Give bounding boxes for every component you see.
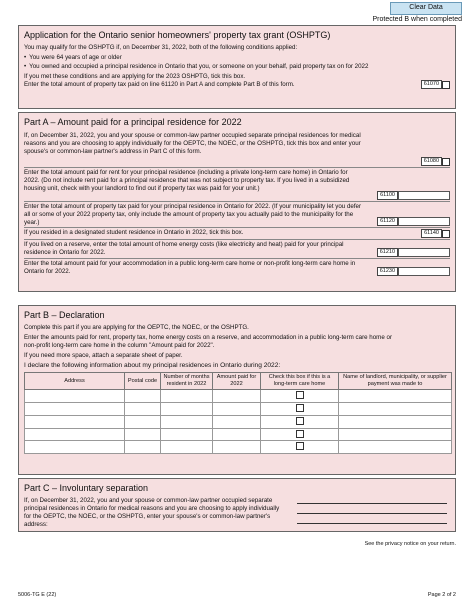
part-a-section — [18, 112, 456, 292]
ltc-cell — [261, 428, 339, 441]
part-a-row — [24, 239, 450, 258]
amount-cell[interactable] — [213, 441, 261, 454]
part-b-title: Part B – Declaration — [24, 310, 105, 320]
rent-amount-field[interactable] — [398, 191, 450, 200]
ltc-checkbox[interactable] — [296, 442, 304, 450]
months-cell[interactable] — [161, 403, 213, 416]
row-text: Enter the total amount paid for your accommodation in a public long-term care home or non-profit long-term care home in Ontario for 2022. — [24, 260, 356, 275]
postal-cell[interactable] — [125, 441, 161, 454]
part-a-row — [24, 201, 450, 227]
col-address: Address — [25, 373, 125, 390]
line-code: 61120 — [377, 217, 398, 226]
part-a-title: Part A – Amount paid for a principal residence for 2022 — [24, 117, 242, 127]
amount-cell[interactable] — [213, 415, 261, 428]
line-code: 61230 — [377, 267, 398, 276]
part-b-section — [18, 305, 456, 475]
row-text: If you lived on a reserve, enter the total amount of home energy costs (like electricity and heat) paid for your principal residence in Ontario for 2022. — [24, 241, 344, 256]
postal-cell[interactable] — [125, 403, 161, 416]
protected-label: Protected B when completed — [372, 15, 462, 23]
amount-cell[interactable] — [213, 390, 261, 403]
page-number: Page 2 of 2 — [427, 592, 456, 598]
form-number: 5006-TG E (22) — [18, 592, 57, 598]
top-bar — [352, 2, 462, 25]
part-b-p3: If you need more space, attach a separate sheet of paper. — [24, 351, 183, 359]
address-cell[interactable] — [25, 428, 125, 441]
postal-cell[interactable] — [125, 428, 161, 441]
oshptg-line2: Enter the total amount of property tax paid on line 61120 in Part A and complete Part B of this form. — [24, 80, 295, 88]
part-a-row — [24, 167, 450, 201]
part-b-p1: Complete this part if you are applying for the OEPTC, the NOEC, or the OSHPTG. — [24, 324, 249, 332]
line-code: 61100 — [377, 191, 398, 200]
postal-cell[interactable] — [125, 415, 161, 428]
months-cell[interactable] — [161, 441, 213, 454]
address-cell[interactable] — [25, 415, 125, 428]
months-cell[interactable] — [161, 428, 213, 441]
part-c-section — [18, 478, 456, 532]
months-cell[interactable] — [161, 415, 213, 428]
landlord-cell[interactable] — [339, 428, 452, 441]
col-landlord: Name of landlord, municipality, or supplier payment was made to — [339, 373, 452, 390]
line-code: 61080 — [421, 157, 442, 166]
privacy-notice: See the privacy notice on your return. — [364, 541, 456, 547]
address-cell[interactable] — [25, 403, 125, 416]
postal-cell[interactable] — [125, 390, 161, 403]
spouse-address-line[interactable] — [297, 523, 447, 524]
landlord-cell[interactable] — [339, 390, 452, 403]
spouse-address-line[interactable] — [297, 503, 447, 504]
separate-residence-checkbox[interactable] — [442, 158, 450, 166]
amount-cell[interactable] — [213, 403, 261, 416]
oshptg-line2-row — [24, 80, 450, 89]
row-text: Enter the total amount paid for rent for your principal residence (including a private long-term care home) in Ontario for 2022. (Do not include rent paid for a principal residence that was not subject to property tax. If you lived in a subsidized housing unit, check with your landlord to find out if property tax was paid for your unit.) — [24, 169, 350, 192]
property-tax-amount-field[interactable] — [398, 217, 450, 226]
oshptg-text: You may qualify for the OSHPTG if, on December 31, 2022, both of the following conditions applied: — [24, 44, 298, 52]
ltc-checkbox[interactable] — [296, 391, 304, 399]
col-postal-code: Postal code — [125, 373, 161, 390]
energy-costs-amount-field[interactable] — [398, 248, 450, 257]
landlord-cell[interactable] — [339, 403, 452, 416]
table-row — [25, 390, 452, 403]
bullet-item: • You were 64 years of age or older — [24, 54, 122, 61]
part-b-declare: I declare the following information about my principal residences in Ontario during 2022: — [24, 362, 281, 370]
table-row — [25, 428, 452, 441]
student-residence-checkbox[interactable] — [442, 230, 450, 238]
row-text: Enter the total amount of property tax paid for your principal residence in Ontario for 2022. (If your municipality let you defer all or some of your 2022 property tax, only include the amount of property tax you actually paid to the municipality for the year.) — [24, 203, 362, 226]
part-b-p2: Enter the amounts paid for rent, property tax, home energy costs on a reserve, and accommodation in a public long-term care home or non-profit long-term care home in the column "Amount paid for 2022". — [24, 334, 393, 349]
col-months: Number of months resident in 2022 — [161, 373, 213, 390]
ltc-cell — [261, 441, 339, 454]
ltc-cell — [261, 415, 339, 428]
row-text: If you resided in a designated student residence in Ontario in 2022, tick this box. — [24, 229, 244, 237]
address-cell[interactable] — [25, 441, 125, 454]
residence-table — [24, 372, 452, 454]
part-a-row — [24, 227, 450, 239]
col-ltc-check: Check this box if this is a long-term care home — [261, 373, 339, 390]
bullet-item: • You owned and occupied a principal residence in Ontario that you, or someone on your behalf, paid property tax on for 2022 — [24, 62, 369, 70]
long-term-care-amount-field[interactable] — [398, 267, 450, 276]
line-code: 61140 — [421, 229, 442, 238]
oshptg-section — [18, 25, 456, 109]
ltc-cell — [261, 403, 339, 416]
ltc-checkbox[interactable] — [296, 404, 304, 412]
table-row — [25, 415, 452, 428]
ltc-cell — [261, 390, 339, 403]
part-c-text: If, on December 31, 2022, you and your spouse or common-law partner occupied separate principal residences in Ontario for medical reasons and you are choosing to apply individually for the OEPTC, the NOEC, or the OSHPTG, enter your spouse's or common-law partner's address: — [24, 497, 280, 528]
part-a-row — [24, 131, 450, 167]
spouse-address-line[interactable] — [297, 513, 447, 514]
oshptg-title: Application for the Ontario senior homeowners' property tax grant (OSHPTG) — [24, 30, 331, 40]
table-row — [25, 441, 452, 454]
ltc-checkbox[interactable] — [296, 430, 304, 438]
table-row — [25, 403, 452, 416]
oshptg-checkbox[interactable] — [442, 81, 450, 89]
amount-cell[interactable] — [213, 428, 261, 441]
address-cell[interactable] — [25, 390, 125, 403]
ltc-checkbox[interactable] — [296, 417, 304, 425]
landlord-cell[interactable] — [339, 441, 452, 454]
part-a-row — [24, 258, 450, 277]
line-code: 61210 — [377, 248, 398, 257]
clear-data-button[interactable]: Clear Data — [390, 2, 462, 15]
oshptg-bullets — [24, 54, 450, 71]
col-amount: Amount paid for 2022 — [213, 373, 261, 390]
landlord-cell[interactable] — [339, 415, 452, 428]
months-cell[interactable] — [161, 390, 213, 403]
line-code: 61070 — [421, 80, 442, 89]
row-text: If, on December 31, 2022, you and your spouse or common-law partner occupied separate principal residences for medical reasons and you are choosing to apply individually for the OEPTC, the NOEC, or the OSHPTG, tick this box and enter your spouse's or common-law partner's address in Part C of this form. — [24, 132, 361, 155]
oshptg-line1: If you met these conditions and are applying for the 2023 OSHPTG, tick this box. — [24, 72, 246, 80]
part-c-title: Part C – Involuntary separation — [24, 483, 149, 493]
